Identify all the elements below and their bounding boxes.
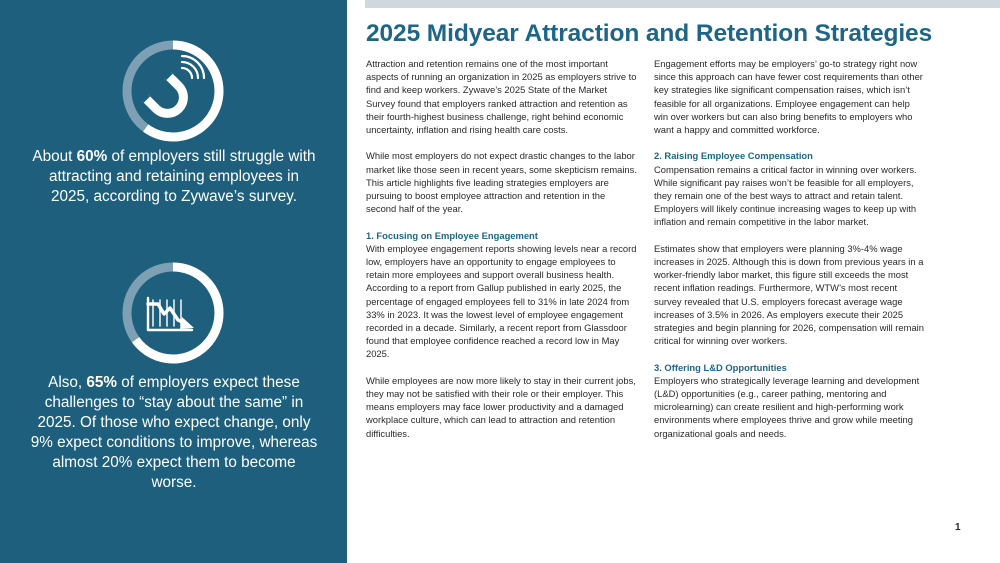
magnet-stat-ring [120,38,226,144]
page-title: 2025 Midyear Attraction and Retention Strategies [366,20,933,47]
body-paragraph: Compensation remains a critical factor in winning over workers. While significant pay raises won’t be feasible for all employers, they remain one of the best ways to attract and retain talent. Employers will likely continue increasing wages to keep up with inflation and remain competitive in the labor market. [654,163,917,228]
stat-text: Also, [48,374,87,391]
left-text-column [366,57,638,453]
chart-stat-ring [120,260,226,366]
section-heading: 3. Offering L&D Opportunities [654,361,787,373]
sidebar-panel [0,0,347,563]
body-paragraph: Engagement efforts may be employers’ go-to strategy right now since this approach can have fewer cost requirements than other key strategies like significant compensation raises, which isn’t feasible for all organizations. Employee engagement can help win over workers but can also bring benefits to employers who want a happy and committed workforce. [654,58,923,136]
page-number: 1 [955,522,961,533]
stat-callout-attraction [30,147,318,207]
body-paragraph: Employers who strategically leverage learning and development (L&D) opportunities (e.g., career pathing, mentoring and microlearning) can create resilient and high-performing work environments where employees thrive and grow while meeting organizational goals and needs. [654,374,920,439]
stat-text: of employers expect these challenges to “stay about the same” in 2025. Of those who expect change, only 9% expect conditions to improve, whereas almost 20% expect them to become worse. [30,374,318,491]
section-heading: 1. Focusing on Employee Engagement [366,229,538,241]
body-paragraph: With employee engagement reports showing levels near a record low, employers have an opportunity to engage employees to retain more employees and support overall business health. According to a report from Gallup published in early 2025, the percentage of engaged employees fell to 31% in late 2024 from 33% in 2023. It was the lowest level of employee engagement recorded in a decade. Similarly, a recent report from Glassdoor found that employee confidence reached a record low in May 2025. [366,242,637,360]
stat-highlight: 65% [86,374,118,391]
magnet-icon [140,70,193,123]
body-paragraph: While employees are now more likely to stay in their current jobs, they may not be satisfied with their role or their employer. This means employers may face lower productivity and a damaged workplace culture, which can lead to attraction and retention difficulties. [366,374,636,439]
stat-highlight: 60% [76,148,108,165]
intro-paragraph: Attraction and retention remains one of the most important aspects of running an organization in 2025 as employers strive to find and keep workers. Zywave’s 2025 State of the Market Survey found that employers ranked attraction and retention as their fourth-highest business challenge, right behind economic uncertainty, inflation and rising health care costs. [366,58,637,136]
right-text-column [654,57,926,453]
intro-paragraph: While most employers do not expect drastic changes to the labor market like those seen in recent years, some skepticism remains. This article highlights five leading strategies employers are pursuing to boost employee attraction and retention in the second half of the year. [366,150,637,215]
declining-chart-icon [148,298,194,330]
stat-text: of employers still struggle with attracting and retaining employees in 2025, according to Zywave’s survey. [48,148,316,205]
section-heading: 2. Raising Employee Compensation [654,150,813,162]
body-paragraph: Estimates show that employers were planning 3%-4% wage increases in 2025. Although this is down from previous years in a worker-friendly labor market, this figure still exceeds the most recent inflation readings. Furthermore, WTW’s most recent survey revealed that U.S. employers forecast average wage increases of 3.5% in 2026. As employers execute their 2025 strategies and begin planning for 2026, compensation will remain critical for winning over workers. [654,242,924,347]
stat-callout-expectations [30,373,318,493]
stat-text: About [32,148,77,165]
top-accent-bar [365,0,1000,8]
